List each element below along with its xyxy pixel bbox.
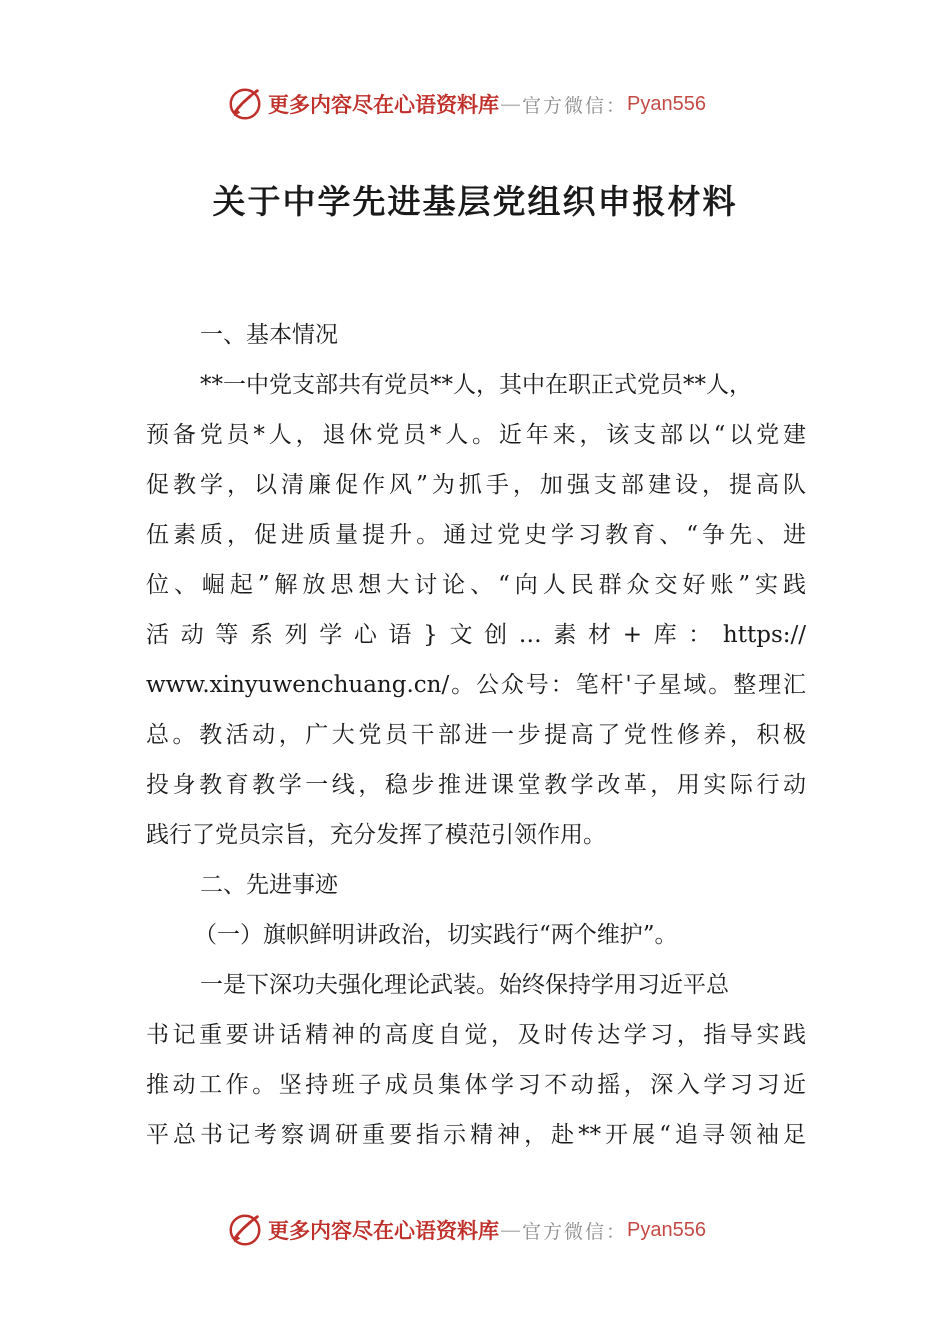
paragraph-line: 践行了党员宗旨，充分发挥了模范引领作用。 xyxy=(146,822,606,848)
pen-logo-icon xyxy=(226,1211,264,1249)
watermark-dash: — xyxy=(500,1218,521,1242)
watermark-dash: — xyxy=(500,92,521,116)
watermark-wechat-id: Pyan556 xyxy=(627,1218,706,1241)
paragraph-line: 促教学，以清廉促作风”为抓手，加强支部建设，提高队 xyxy=(146,472,806,498)
paragraph-line: **一中党支部共有党员**人，其中在职正式党员**人， xyxy=(200,372,752,398)
document-body xyxy=(146,310,806,1160)
paragraph-line: 平总书记考察调研重要指示精神，赴**开展“追寻领袖足 xyxy=(146,1122,806,1148)
document-title: 关于中学先进基层党组织申报材料 xyxy=(212,182,738,221)
paragraph-line: 推动工作。坚持班子成员集体学习不动摇，深入学习习近 xyxy=(146,1072,806,1098)
paragraph-line: 预备党员*人，退休党员*人。近年来，该支部以“以党建 xyxy=(146,422,806,448)
paragraph-line: www.xinyuwenchuang.cn/。公众号：笔杆'子星域。整理汇 xyxy=(146,672,806,698)
header-watermark xyxy=(226,82,706,126)
paragraph-line: 伍素质，促进质量提升。通过党史学习教育、“争先、进 xyxy=(146,522,806,548)
watermark-brand: 更多内容尽在心语资料库 xyxy=(268,92,499,117)
watermark-wechat-id: Pyan556 xyxy=(627,92,706,115)
watermark-label: 官方微信： xyxy=(522,1220,628,1243)
paragraph-line: 总。教活动，广大党员干部进一步提高了党性修养，积极 xyxy=(146,722,806,748)
paragraph-line: 活动等系列学心语}文创…素材+库：https:// xyxy=(146,622,806,648)
watermark-label: 官方微信： xyxy=(522,94,628,117)
paragraph-line: 位、崛起”解放思想大讨论、“向人民群众交好账”实践 xyxy=(146,572,806,598)
paragraph-line: 书记重要讲话精神的高度自觉，及时传达学习，指导实践 xyxy=(146,1022,806,1048)
paragraph-line: 投身教育教学一线，稳步推进课堂教学改革，用实际行动 xyxy=(146,772,806,798)
subsection-heading: （一）旗帜鲜明讲政治，切实践行“两个维护”。 xyxy=(194,922,678,948)
section-heading: 一、基本情况 xyxy=(200,322,338,348)
pen-logo-icon xyxy=(226,85,264,123)
footer-watermark xyxy=(226,1208,706,1252)
paragraph-line: 一是下深功夫强化理论武装。始终保持学用习近平总 xyxy=(200,972,729,998)
watermark-brand: 更多内容尽在心语资料库 xyxy=(268,1218,499,1243)
section-heading: 二、先进事迹 xyxy=(200,872,338,898)
